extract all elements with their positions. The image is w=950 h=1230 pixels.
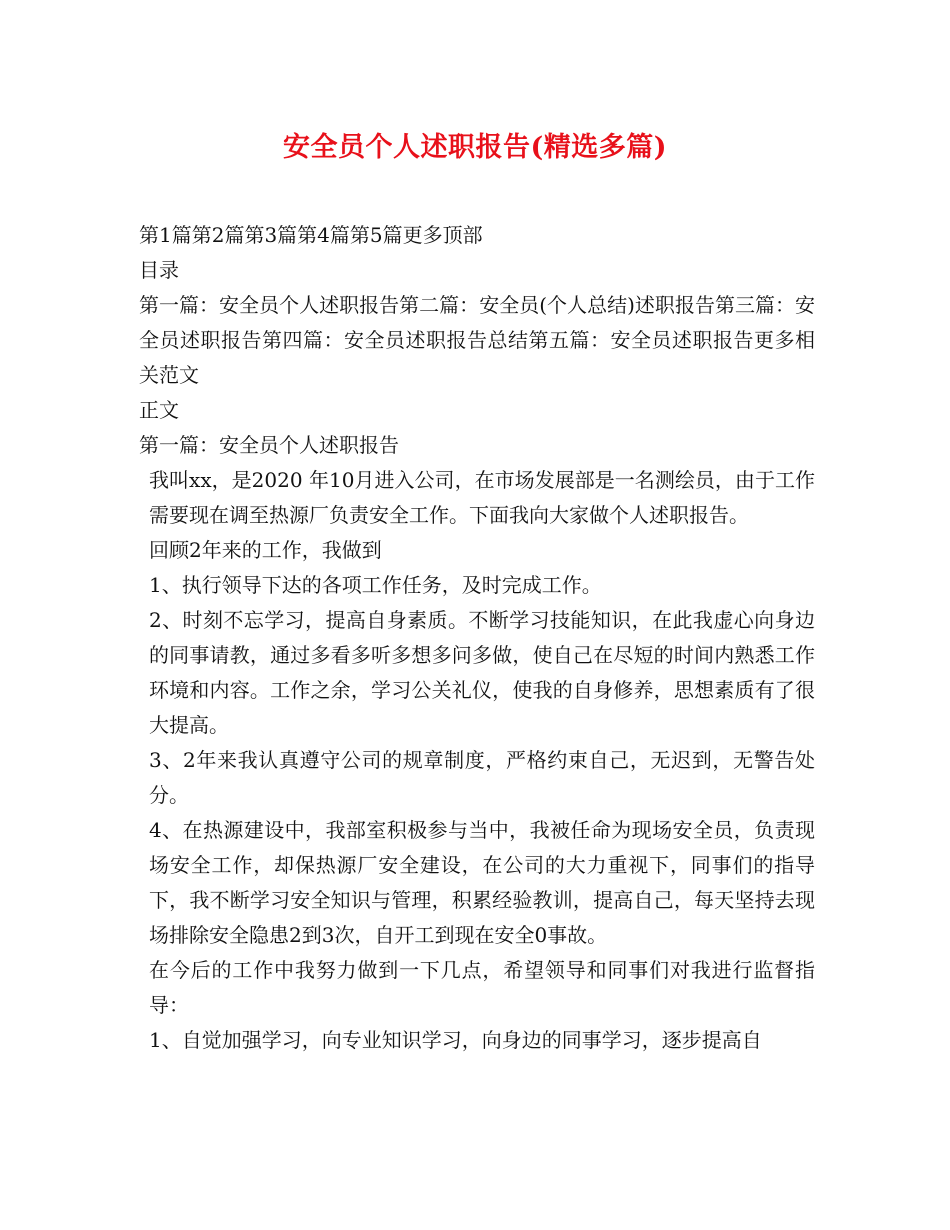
- paragraph: 2、时刻不忘学习，提高自身素质。不断学习技能知识，在此我虚心向身边的同事请教，通过多看多听多想多问多做，使自己在尽短的时间内熟悉工作环境和内容。工作之余，学习公关礼仪，使我的自身修养，思想素质有了很大提高。: [149, 608, 815, 737]
- paragraph: 1、执行领导下达的各项工作任务，及时完成工作。: [149, 573, 602, 597]
- document-title: 安全员个人述职报告(精选多篇): [282, 132, 668, 163]
- toc-entries: 第一篇：安全员个人述职报告第二篇：安全员(个人总结)述职报告第三篇：安全员述职报告第四篇：安全员述职报告总结第五篇：安全员述职报告更多相关范文: [139, 293, 815, 387]
- paragraph: 回顾2年来的工作，我做到: [149, 538, 382, 562]
- paragraph: 1、自觉加强学习，向专业知识学习，向身边的同事学习，逐步提高自: [149, 1028, 762, 1052]
- body-heading: 正文: [139, 398, 179, 422]
- paragraph: 在今后的工作中我努力做到一下几点，希望领导和同事们对我进行监督指导：: [149, 958, 815, 1017]
- paragraph: 4、在热源建设中，我部室积极参与当中，我被任命为现场安全员，负责现场安全工作，却保热源厂安全建设，在公司的大力重视下，同事们的指导下，我不断学习安全知识与管理，积累经验教训，提高自己，每天坚持去现场排除安全隐患2到3次，自开工到现在安全0事故。: [149, 818, 815, 947]
- document-body: [139, 218, 815, 1058]
- paragraph: 3、2年来我认真遵守公司的规章制度，严格约束自己，无迟到，无警告处分。: [149, 748, 815, 807]
- toc-heading: 目录: [139, 258, 179, 282]
- section-links: 第1篇第2篇第3篇第4篇第5篇更多顶部: [139, 223, 483, 247]
- chapter-heading: 第一篇：安全员个人述职报告: [139, 433, 399, 457]
- paragraph: 我叫xx，是2020 年10月进入公司，在市场发展部是一名测绘员，由于工作需要现在调至热源厂负责安全工作。下面我向大家做个人述职报告。: [149, 468, 815, 527]
